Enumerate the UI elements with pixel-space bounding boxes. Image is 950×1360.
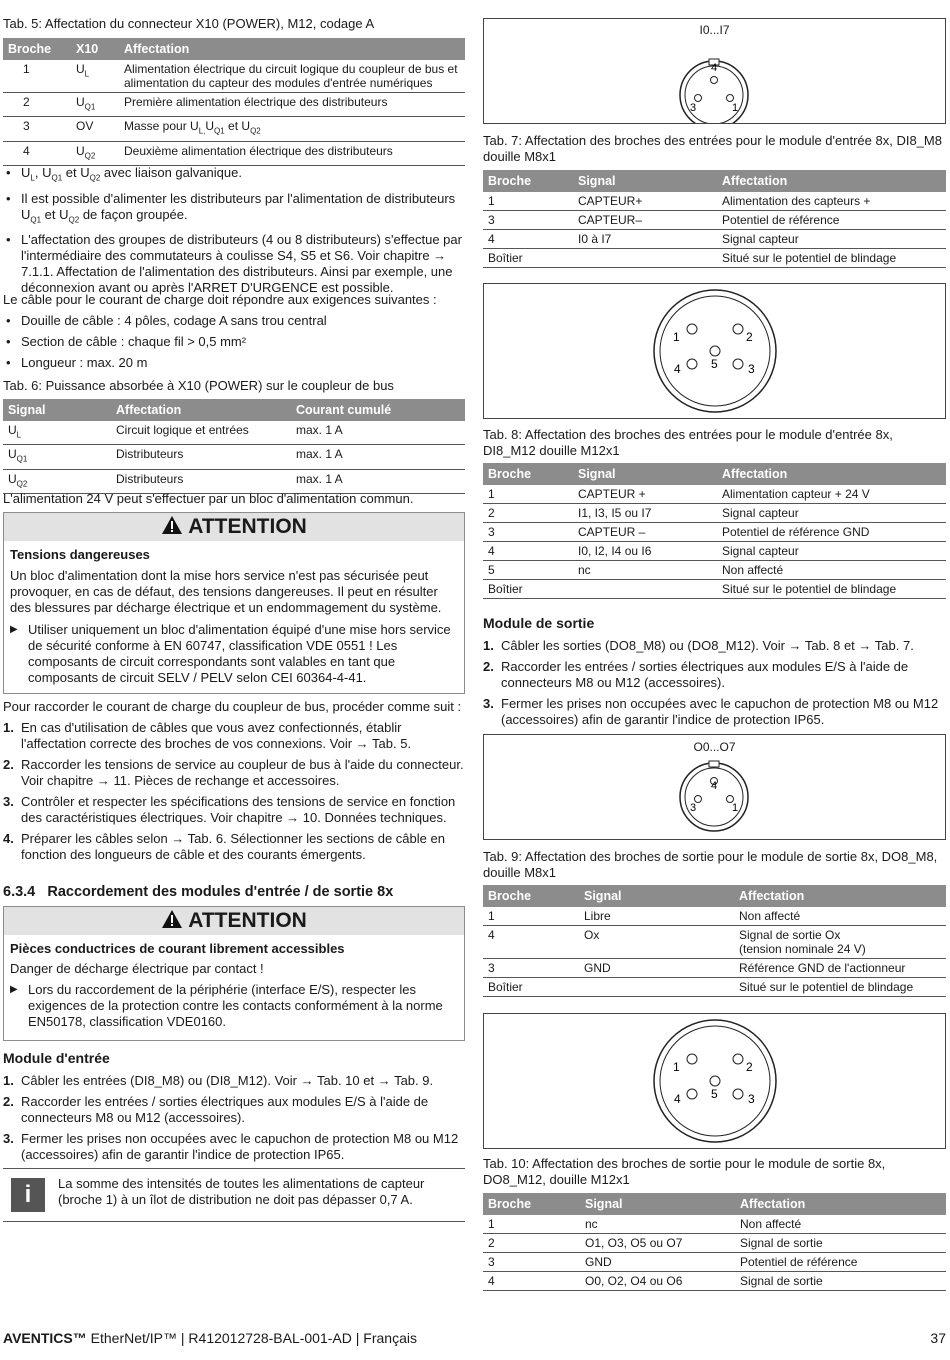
table-cell: Deuxième alimentation électrique des distributeurs [119,141,465,165]
table-row [483,504,946,523]
table-row [3,421,465,445]
supply-note: L'alimentation 24 V peut s'effectuer par un bloc d'alimentation commun. [3,491,414,506]
attention-box-2 [3,906,465,1041]
figure-label: O0...O7 [693,740,736,754]
table-row [3,141,465,165]
table-cell: Signal capteur [717,504,946,523]
table-cell: Signal capteur [717,542,946,561]
list-item: 1. Câbler les entrées (DI8_M8) ou (DI8_M12). Voir → Tab. 10 et → Tab. 9. [3,1073,434,1088]
table-row [483,1253,946,1272]
table-row [483,561,946,580]
tab9-table [483,885,946,997]
table-header-row [483,170,946,192]
table-cell: Distributeurs [111,445,291,469]
table-cell: max. 1 A [291,445,465,469]
pin-label: 5 [711,357,718,371]
pin-label: 1 [732,802,739,814]
table-cell: nc [573,561,717,580]
tab5-caption: Tab. 5: Affectation du connecteur X10 (POWER), M12, codage A [3,16,375,31]
table-cell: GND [580,1253,735,1272]
table-cell: Situé sur le potentiel de blindage [717,249,946,268]
table-cell: $U_{Q1}$ [3,445,111,469]
table-header-cell: Signal [579,885,734,907]
footer-brand: AVENTICS™ [3,1330,87,1346]
table-cell: $U_L$ [3,421,111,445]
list-item: 3. Fermer les prises non occupées avec le capuchon de protection M8 ou M12 (accessoires) afin de garantir l'indice de protection IP65. [483,696,939,727]
table-cell: I0 à I7 [573,230,717,249]
footer-doc: EtherNet/IP™ | R412012728-BAL-001-AD | Français [86,1330,417,1346]
info-icon: i [11,1178,45,1212]
table-row [3,469,465,493]
table-header-cell: Signal [573,463,717,485]
list-item: • Longueur : max. 20 m [3,355,465,371]
table-row [483,523,946,542]
list-item: 2. Raccorder les entrées / sorties électriques aux modules E/S à l'aide de connecteurs M8 ou M12 (accessoires). [3,1094,429,1125]
tab5-table [3,38,465,166]
table-cell: max. 1 A [291,421,465,445]
table-cell: 2 [483,1234,580,1253]
list-item: • Section de câble : chaque fil > 0,5 mm² [3,334,465,350]
table-cell: 4 [483,230,573,249]
pin-label: 3 [690,102,697,114]
pin-label: 3 [748,1092,755,1106]
table-cell: Distributeurs [111,469,291,493]
table-row [483,907,946,926]
list-item: • $U_L$, $U_{Q1}$ et $U_{Q2}$ avec liaison galvanique. [3,165,465,187]
m12-connector-diagram [484,284,945,418]
m12-connector-diagram [484,1014,945,1148]
attention-text: Un bloc d'alimentation dont la mise hors service n'est pas sécurisée peut provoquer, en cas de défaut, des tensions dangereuses. Il peut en résulter des blessures par décharge électrique et un endommagement du système. [10,568,442,615]
table-header-cell: Signal [3,399,111,421]
connector-figure-m12-input [483,283,946,419]
list-item: 3. Contrôler et respecter les spécifications des tensions de service en fonction des caractéristiques électriques. Voir chapitre → 10. Données techniques. [3,794,456,825]
table-row [483,542,946,561]
pin-label: 1 [673,330,680,344]
table-header-cell: Signal [573,170,717,192]
table-header-row [483,1193,946,1215]
table-cell: 1 [3,60,71,93]
table-cell: Ox [579,926,734,959]
info-note [3,1168,465,1222]
table-cell: 3 [483,523,573,542]
connector-figure-m8-input [483,18,946,124]
table-cell [573,580,717,599]
table-cell: Situé sur le potentiel de blindage [717,580,946,599]
table-cell: 2 [483,504,573,523]
figure-label: I0...I7 [699,23,730,37]
table-cell: GND [579,959,734,978]
table-cell: max. 1 A [291,469,465,493]
table-cell: Masse pour $U_{L,}U_{Q1}$ et $U_{Q2}$ [119,117,465,141]
connector-figure-m12-output [483,1013,946,1149]
list-item: • L'affectation des groupes de distributeurs (4 ou 8 distributeurs) s'effectue par l'intermédiaire des commutateurs à coulisse S4, S5 et S6. Voir chapitre → 7.1.1. Affectation de l'alimentation des distributeurs. Ainsi par exemple, une déconnexion avant ou après l'ARRET D'URGENCE est possible. [3,232,465,296]
table-cell: Non affecté [717,561,946,580]
table-cell: 1 [483,1215,580,1234]
bullet-list-2 [3,313,465,371]
table-header-cell: Courant cumulé [291,399,465,421]
tab6-table [3,399,465,494]
table-cell: I1, I3, I5 ou I7 [573,504,717,523]
table-header-row [483,885,946,907]
table-header-cell: Broche [483,885,579,907]
attention-header [4,907,464,935]
tab6-caption: Tab. 6: Puissance absorbée à X10 (POWER) sur le coupleur de bus [3,378,394,393]
list-item: 3. Fermer les prises non occupées avec le capuchon de protection M8 ou M12 (accessoires) afin de garantir l'indice de protection IP65. [3,1131,459,1162]
attention-title: ATTENTION [188,909,307,932]
tab9-caption: Tab. 9: Affectation des broches de sortie pour le module de sortie 8x, DO8_M8, douille M8x1 [483,849,938,880]
table-header-row [483,463,946,485]
table-cell: nc [580,1215,735,1234]
page-number: 37 [930,1330,946,1346]
steps-intro: Pour raccorder le courant de charge du coupleur de bus, procéder comme suit : [3,699,462,714]
table-cell: Potentiel de référence [717,211,946,230]
m8-connector-diagram [484,19,945,123]
module-out-steps [483,638,945,728]
attention-title: ATTENTION [188,515,307,538]
table-cell: CAPTEUR + [573,485,717,504]
module-in-steps [3,1073,465,1163]
pin-label: 4 [711,62,718,74]
table-cell: O0, O2, O4 ou O6 [580,1272,735,1291]
table-row [483,211,946,230]
table-cell: 1 [483,192,573,211]
table-header-cell: Broche [483,170,573,192]
table-cell: CAPTEUR+ [573,192,717,211]
attention-action: ▶ Lors du raccordement de la périphérie (interface E/S), respecter les exigences de la protection contre les contacts conformément à la norme EN50178, classification VDE0160. [10,982,458,1030]
table-cell: 1 [483,907,579,926]
attention-action: ▶ Utiliser uniquement un bloc d'alimentation équipé d'une mise hors service de sécurité conforme à EN 60747, classification VDE 0551 ! Les composants de circuit correspondants sont valables en tant que composants de circuit SELV / PELV selon CEI 60364-4-41. [10,622,458,686]
table-cell: Signal capteur [717,230,946,249]
table-cell: Signal de sortie Ox (tension nominale 24 V) [734,926,946,959]
section-heading: 6.3.4 Raccordement des modules d'entrée / de sortie 8x [3,884,394,900]
table-cell: I0, I2, I4 ou I6 [573,542,717,561]
table-cell: 4 [483,542,573,561]
table-cell [579,978,734,997]
table-cell: Non affecté [735,1215,946,1234]
table-header-cell: X10 [71,38,119,60]
table-row [483,978,946,997]
pin-label: 1 [673,1060,680,1074]
table-cell: Alimentation capteur + 24 V [717,485,946,504]
table-row [483,1215,946,1234]
table-cell: 4 [3,141,71,165]
list-item: • Il est possible d'alimenter les distributeurs par l'alimentation de distributeurs $U_{Q1}$ et $U_{Q2}$ de façon groupée. [3,191,465,229]
list-item: 1. En cas d'utilisation de câbles que vous avez confectionnés, établir l'affectation correcte des broches de vos connexions. Voir → Tab. 5. [3,720,412,751]
info-text: La somme des intensités de toutes les alimentations de capteur (broche 1) à un îlot de distribution ne doit pas dépasser 0,7 A. [58,1176,425,1207]
table-cell: Première alimentation électrique des distributeurs [119,93,465,117]
table-cell: 3 [483,211,573,230]
table-row [483,1234,946,1253]
table-cell: Boîtier [483,249,573,268]
table-cell: Signal de sortie [735,1272,946,1291]
pin-label: 2 [746,330,753,344]
warning-triangle-icon [161,515,188,538]
page-footer [3,1330,946,1346]
pin-label: 4 [674,1092,681,1106]
warning-triangle-icon [161,909,188,932]
table-cell: 3 [3,117,71,141]
list-item: 4. Préparer les câbles selon → Tab. 6. Sélectionner les sections de câble en fonction des longueurs de câble et des courants émergents. [3,831,445,862]
table-cell: Non affecté [734,907,946,926]
table-header-cell: Affectation [119,38,465,60]
pin-label: 1 [732,102,739,114]
tab8-table [483,463,946,599]
table-cell: 4 [483,926,579,959]
pin-label: 3 [748,362,755,376]
table-cell: Situé sur le potentiel de blindage [734,978,946,997]
table-cell: Référence GND de l'actionneur [734,959,946,978]
attention-text: Danger de décharge électrique par contact ! [10,961,264,976]
table-row [483,249,946,268]
tab10-table [483,1193,946,1291]
attention-subtitle: Tensions dangereuses [10,547,150,562]
table-cell: Alimentation électrique du circuit logique du coupleur de bus et alimentation du capteur des modules d'entrée numériques [119,60,465,93]
table-cell: CAPTEUR– [573,211,717,230]
table-cell: Alimentation des capteurs + [717,192,946,211]
table-header-cell: Affectation [735,1193,946,1215]
list-item: 2. Raccorder les tensions de service au coupleur de bus à l'aide du connecteur. Voir chapitre → 11. Pièces de rechange et accessoires. [3,757,464,788]
table-header-cell: Affectation [734,885,946,907]
table-row [483,959,946,978]
table-row [3,117,465,141]
bullet-list-1 [3,165,465,296]
table-header-cell: Affectation [111,399,291,421]
table-cell: Potentiel de référence GND [717,523,946,542]
table-cell: Boîtier [483,580,573,599]
tab7-table [483,170,946,268]
pin-label: 5 [711,1087,718,1101]
attention-subtitle: Pièces conductrices de courant librement accessibles [10,941,345,956]
pin-label: 3 [690,802,697,814]
steps-list [3,720,465,863]
table-row [483,1272,946,1291]
list-item: • Douille de câble : 4 pôles, codage A sans trou central [3,313,465,329]
table-cell: CAPTEUR – [573,523,717,542]
table-cell: 3 [483,1253,580,1272]
table-row [3,60,465,93]
table-row [483,485,946,504]
table-cell: Libre [579,907,734,926]
table-cell: 3 [483,959,579,978]
table-cell: 2 [3,93,71,117]
module-out-heading: Module de sortie [483,615,595,631]
table-cell: $U_{Q1}$ [71,93,119,117]
table-header-cell: Broche [483,463,573,485]
table-cell [573,249,717,268]
table-cell: Potentiel de référence [735,1253,946,1272]
module-in-heading: Module d'entrée [3,1050,110,1066]
table-cell: $U_L$ [71,60,119,93]
tab7-caption: Tab. 7: Affectation des broches des entrées pour le module d'entrée 8x, DI8_M8 douille M8x1 [483,133,942,164]
table-header-cell: Broche [3,38,71,60]
attention-box-1 [3,512,465,694]
m8-connector-diagram [484,735,945,839]
list-item: 2. Raccorder les entrées / sorties électriques aux modules E/S à l'aide de connecteurs M8 ou M12 (accessoires). [483,659,909,690]
table-cell: O1, O3, O5 ou O7 [580,1234,735,1253]
table-row [483,580,946,599]
table-row [483,926,946,959]
table-cell: Circuit logique et entrées [111,421,291,445]
tab8-caption: Tab. 8: Affectation des broches des entrées pour le module d'entrée 8x, DI8_M12 douille M12x1 [483,427,893,458]
table-cell: 5 [483,561,573,580]
table-cell: 1 [483,485,573,504]
table-row [483,230,946,249]
pin-label: 2 [746,1060,753,1074]
table-cell: Boîtier [483,978,579,997]
table-cell: 4 [483,1272,580,1291]
pin-label: 4 [674,362,681,376]
list-item: 1. Câbler les sorties (DO8_M8) ou (DO8_M12). Voir → Tab. 8 et → Tab. 7. [483,638,914,653]
table-cell: OV [71,117,119,141]
tab10-caption: Tab. 10: Affectation des broches de sortie pour le module de sortie 8x, DO8_M12, douille M12x1 [483,1156,886,1187]
table-header-row [3,38,465,60]
table-header-cell: Affectation [717,463,946,485]
table-cell: $U_{Q2}$ [71,141,119,165]
table-header-cell: Affectation [717,170,946,192]
pin-label: 4 [711,780,718,792]
table-cell: Signal de sortie [735,1234,946,1253]
table-cell: $U_{Q2}$ [3,469,111,493]
table-header-cell: Signal [580,1193,735,1215]
table-row [483,192,946,211]
attention-header [4,513,464,541]
table-row [3,445,465,469]
table-row [3,93,465,117]
cable-intro: Le câble pour le courant de charge doit répondre aux exigences suivantes : [3,292,437,307]
table-header-row [3,399,465,421]
table-header-cell: Broche [483,1193,580,1215]
connector-figure-m8-output [483,734,946,840]
